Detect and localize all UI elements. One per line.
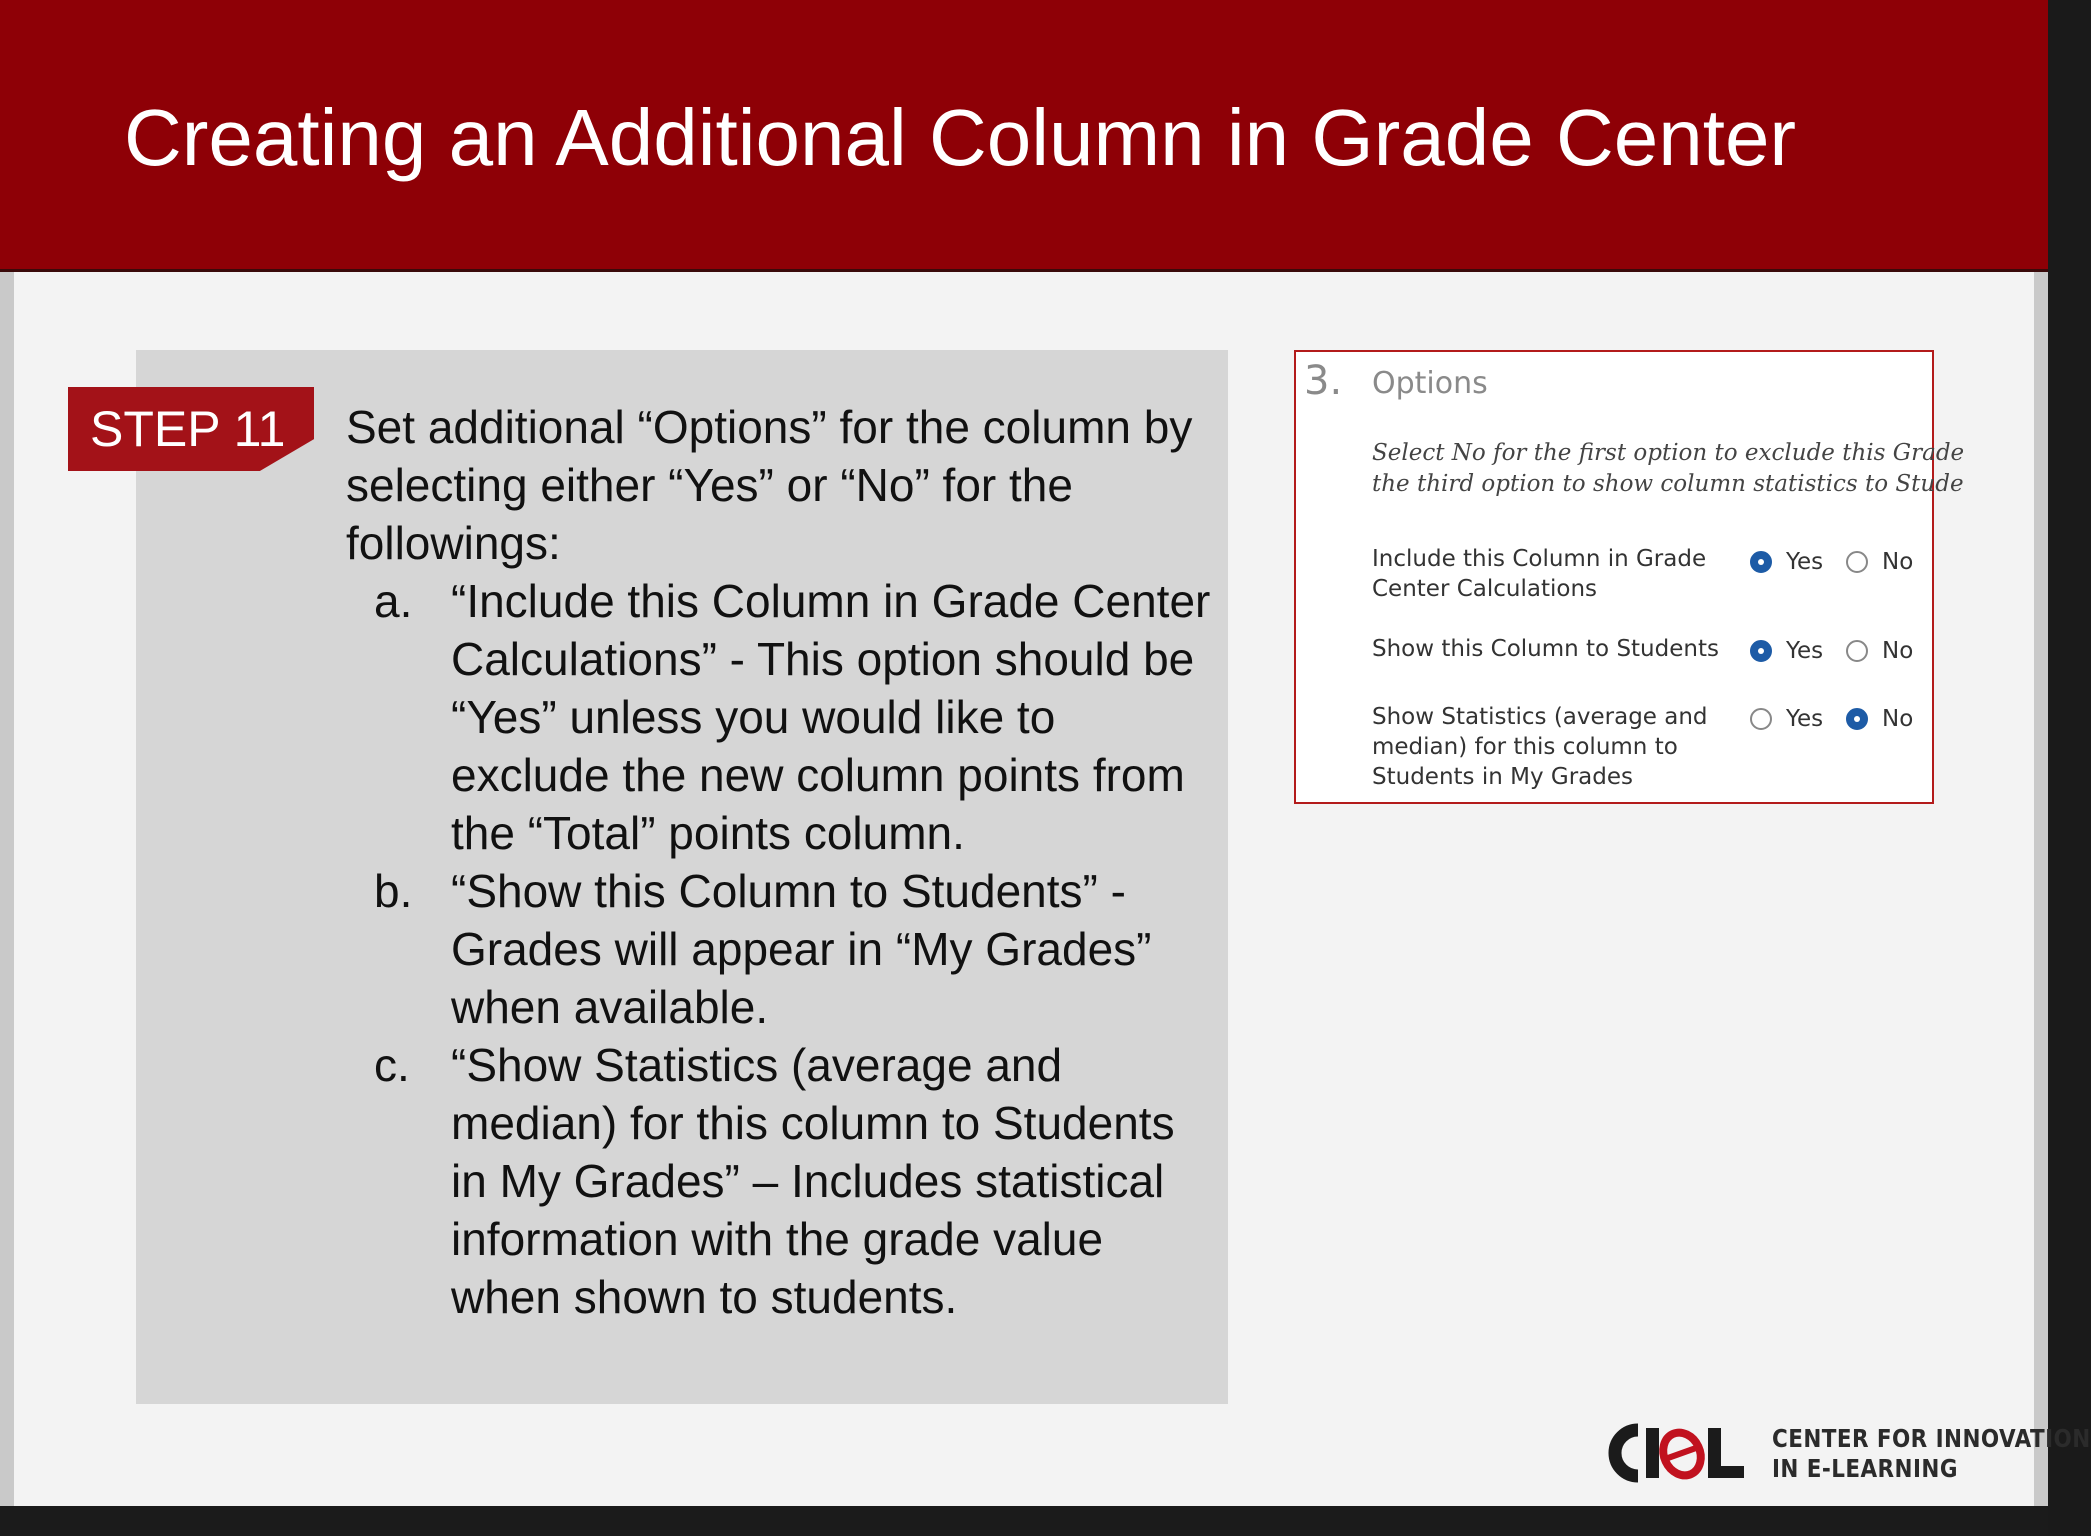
radio-include-yes[interactable] [1750, 549, 1823, 575]
logo-line: IN E-LEARNING [1772, 1454, 1958, 1483]
list-marker: b. [374, 865, 413, 917]
list-item-text: “Show this Column to Students” - Grades will appear in “My Grades” when available. [451, 865, 1152, 1033]
left-edge [0, 272, 14, 1506]
radio-selected-icon[interactable] [1750, 551, 1772, 573]
section-number: 3. [1304, 358, 1343, 404]
list-item [374, 862, 1216, 1036]
option-label-show: Show this Column to Students [1372, 636, 1719, 662]
options-screenshot [1294, 350, 1965, 804]
section-instructions [1372, 438, 1992, 500]
bottom-bar [0, 1506, 2048, 1536]
slide-title: Creating an Additional Column in Grade Center [124, 93, 1797, 182]
instruction-text [346, 398, 1216, 1326]
step-label: STEP 11 [90, 401, 286, 457]
section-title: Options [1372, 366, 1488, 401]
logo-text [1772, 1424, 2091, 1484]
list-item-text: “Show Statistics (average and median) for this column to Students in My Grades” – Includes statistical information with the grade value when shown to students. [451, 1039, 1175, 1323]
radio-show-no[interactable] [1846, 638, 1913, 664]
radio-show-yes[interactable] [1750, 638, 1823, 664]
radio-statistics-yes[interactable] [1750, 706, 1823, 732]
radio-selected-icon[interactable] [1750, 640, 1772, 662]
radio-label: No [1882, 549, 1914, 575]
radio-label: No [1882, 638, 1914, 664]
list-item [374, 1036, 1216, 1326]
option-label-statistics: Show Statistics (average and median) for this column to Students in My Grades [1372, 704, 1708, 790]
radio-label: Yes [1786, 638, 1824, 664]
radio-unselected-icon[interactable] [1846, 640, 1868, 662]
instruction-line: the third option to show column statistics to Stude [1372, 471, 1964, 497]
right-edge [2034, 272, 2048, 1506]
radio-statistics-no[interactable] [1846, 706, 1913, 732]
radio-label: No [1882, 706, 1914, 732]
option-label-include: Include this Column in Grade Center Calculations [1372, 546, 1707, 602]
ciel-logo-icon [1604, 1418, 1764, 1488]
intro-text: Set additional “Options” for the column by selecting either “Yes” or “No” for the followings: [346, 401, 1193, 569]
radio-label: Yes [1786, 549, 1824, 575]
instruction-line: Select No for the first option to exclude this Grade [1372, 440, 1965, 466]
list-marker: a. [374, 575, 413, 627]
logo-line: CENTER FOR INNOVATION [1772, 1424, 2091, 1453]
title-bar [0, 0, 2048, 272]
radio-label: Yes [1786, 706, 1824, 732]
radio-unselected-icon[interactable] [1846, 551, 1868, 573]
radio-unselected-icon[interactable] [1750, 708, 1772, 730]
list-marker: c. [374, 1039, 410, 1091]
ciel-logo [1604, 1418, 2091, 1488]
options-list [346, 572, 1216, 1326]
radio-selected-icon[interactable] [1846, 708, 1868, 730]
list-item-text: “Include this Column in Grade Center Calculations” - This option should be “Yes” unless you would like to exclude the new column points from the “Total” points column. [451, 575, 1211, 859]
list-item [374, 572, 1216, 862]
radio-include-no[interactable] [1846, 549, 1913, 575]
